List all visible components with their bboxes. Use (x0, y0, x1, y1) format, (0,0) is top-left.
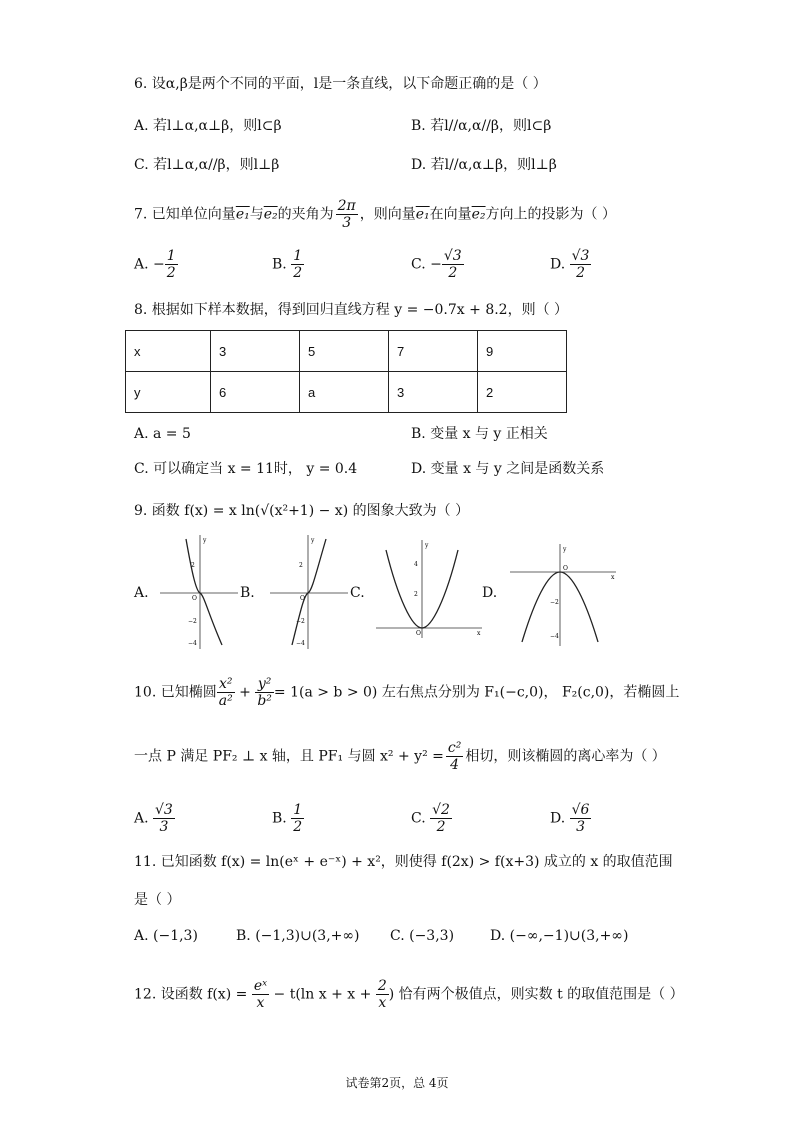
table-cell: a (300, 372, 389, 413)
svg-text:−2: −2 (188, 618, 197, 625)
svg-text:2: 2 (299, 562, 303, 569)
q9-graph-b (270, 533, 348, 649)
vector-e2: e₂ (263, 206, 278, 223)
svg-text:−2: −2 (550, 599, 559, 606)
q8-option-b: B. 变量 x 与 y 正相关 (411, 426, 548, 442)
table-cell: 9 (478, 331, 567, 372)
table-cell: 3 (389, 372, 478, 413)
vector-e1: e₁ (235, 206, 250, 223)
q10-option-d: D. $\frac{√6}{3}$ (550, 802, 590, 835)
svg-text:4: 4 (414, 561, 418, 568)
table-cell: 7 (389, 331, 478, 372)
q10-option-b: B. $\frac{1}{2}$ (272, 802, 303, 835)
q7-options (0, 238, 794, 281)
q11-option-d: D. (−∞,−1)∪(3,+∞) (490, 928, 629, 944)
svg-text:−4: −4 (296, 640, 305, 647)
q8-option-c: C. 可以确定当 x = 11时， y = 0.4 (134, 461, 358, 477)
q11-option-a: A. (−1,3) (134, 928, 198, 944)
q8-option-a: A. a = 5 (134, 426, 191, 442)
q8-data-table (125, 330, 567, 413)
q6-option-a: A. 若l⊥α,α⊥β，则l⊂β (134, 118, 282, 134)
curve-a (186, 539, 222, 645)
page-footer: 试卷第2页，总 4页 (345, 1076, 449, 1090)
q6-option-b: B. 若l//α,α//β，则l⊂β (411, 118, 552, 134)
svg-text:y: y (203, 537, 207, 544)
table-cell: 3 (211, 331, 300, 372)
q11-option-c: C. (−3,3) (390, 928, 455, 944)
q6-option-d: D. 若l//α,α⊥β，则l⊥β (411, 157, 557, 173)
table-row (126, 372, 567, 413)
q10-stem-line2: 一点 P 满足 PF₂ ⊥ x 轴，且 PF₁ 与圆 x² + y² = $\frac{\text{c²}}{4}$ 相切，则该椭圆的离心率为（ ） (134, 740, 666, 773)
q7-option-c: C. − $\frac{√3}{2}$ (411, 248, 462, 281)
angle-fraction: $\frac{2\pi}{3}$ (337, 198, 356, 231)
q7-option-b: B. $\frac{1}{2}$ (272, 248, 303, 281)
q12-stem: 12. 设函数 f(x) = $\frac{\text{eˣ}}{x}$ − t(ln x + x + $\frac{2}{x}$ ) 恰有两个极值点，则实数 t 的取值范围是（ ） (134, 978, 684, 1011)
svg-text:2: 2 (191, 562, 195, 569)
q7-option-a: A. − $\frac{1}{2}$ (134, 248, 176, 281)
q9-label-a: A. (134, 585, 149, 601)
table-cell: y (126, 372, 211, 413)
q9-graph-a (160, 533, 238, 649)
svg-text:O: O (300, 595, 305, 602)
q10-options (0, 790, 794, 834)
svg-text:x: x (611, 574, 615, 581)
svg-text:y: y (563, 546, 567, 553)
table-cell: 5 (300, 331, 389, 372)
svg-text:O: O (416, 630, 421, 637)
q9-label-b: B. (240, 585, 255, 601)
q7-stem: 7. 已知单位向量e₁与e₂的夹角为 $\frac{2\pi}{3}$ ，则向量e₁在向量e₂方向上的投影为（ ） (134, 198, 616, 231)
q10-option-c: C. $\frac{√2}{2}$ (411, 802, 450, 835)
q6-option-c: C. 若l⊥α,α//β，则l⊥β (134, 157, 280, 173)
svg-text:x: x (477, 630, 481, 637)
svg-text:−4: −4 (188, 640, 197, 647)
svg-text:O: O (192, 595, 197, 602)
svg-text:O: O (563, 565, 568, 572)
curve-b (292, 539, 326, 645)
svg-text:−4: −4 (550, 633, 559, 640)
q8-option-d: D. 变量 x 与 y 之间是函数关系 (411, 461, 605, 477)
q9-graph-d (510, 542, 616, 646)
table-row (126, 331, 567, 372)
table-cell: 2 (478, 372, 567, 413)
q9-label-c: C. (350, 585, 365, 601)
q10-option-a: A. $\frac{√3}{3}$ (134, 802, 173, 835)
table-cell: x (126, 331, 211, 372)
table-cell: 6 (211, 372, 300, 413)
svg-text:y: y (311, 537, 315, 544)
q7-option-d: D. $\frac{√3}{2}$ (550, 248, 590, 281)
svg-text:y: y (425, 542, 429, 549)
q9-label-d: D. (482, 585, 498, 601)
svg-text:−2: −2 (296, 618, 305, 625)
svg-text:2: 2 (414, 591, 418, 598)
q11-option-b: B. (−1,3)∪(3,+∞) (236, 928, 360, 944)
q9-graph-c (376, 538, 482, 640)
q10-stem: 10. 已知椭圆 $\frac{\text{x²}}{\text{a²}}$ + $\frac{\text{y²}}{\text{b²}}$ = 1(a > b > 0) 左右焦点分别为 F₁(−c,0)， F₂(c,0)，若椭圆上 (134, 676, 680, 709)
